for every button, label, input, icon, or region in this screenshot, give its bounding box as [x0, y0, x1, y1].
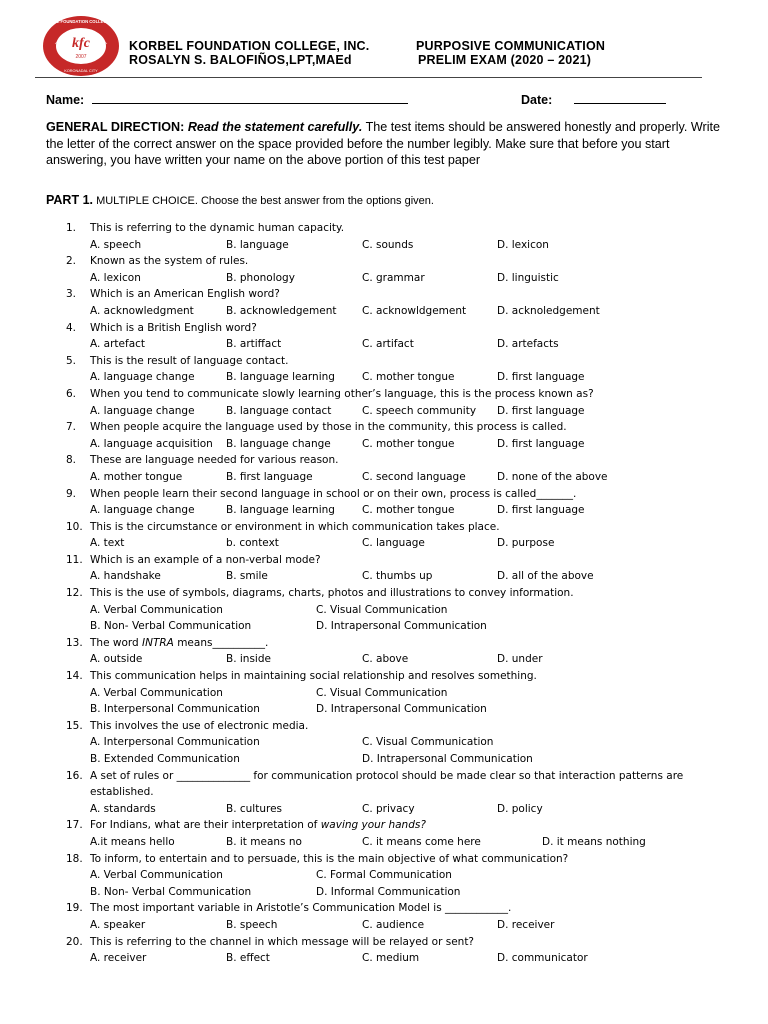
answer-option: D. linguistic [497, 271, 559, 284]
question-number: 8. [66, 454, 77, 467]
answer-option: A. Verbal Communication [90, 603, 223, 616]
question-item [0, 851, 768, 901]
question-item [0, 220, 768, 253]
answer-option: D. Intrapersonal Communication [316, 620, 487, 633]
question-item [0, 635, 768, 668]
answer-option: C. mother tongue [362, 371, 455, 384]
answer-option: A. language change [90, 371, 195, 384]
question-item [0, 320, 768, 353]
answer-option: C. acknowldgement [362, 304, 467, 317]
answer-option: A. handshake [90, 570, 161, 583]
question-stem [0, 817, 768, 834]
question-stem [0, 585, 768, 602]
answer-option: A. Interpersonal Communication [90, 736, 260, 749]
question-item [0, 286, 768, 319]
question-text: Which is an American English word? [90, 288, 280, 301]
question-number: 13. [66, 636, 83, 649]
question-text: This is the result of language contact. [90, 354, 289, 367]
options-row [0, 751, 768, 768]
answer-option: D. first language [497, 404, 585, 417]
question-item [0, 668, 768, 718]
question-number: 9. [66, 487, 77, 500]
answer-option: D. first language [497, 504, 585, 517]
question-item [0, 718, 768, 768]
answer-option: B. Non- Verbal Communication [90, 620, 252, 633]
question-text: This is referring to the channel in which message will be relayed or sent? [90, 935, 475, 948]
question-stem [0, 934, 768, 951]
options-row [0, 618, 768, 635]
answer-option: D. purpose [497, 537, 555, 550]
question-number: 10. [66, 520, 83, 533]
answer-option: D. first language [497, 437, 585, 450]
question-number: 3. [66, 288, 77, 301]
answer-option: B. language learning [226, 504, 335, 517]
question-number: 19. [66, 902, 83, 915]
question-text: This is referring to the dynamic human capacity. [90, 222, 345, 234]
question-text: When people acquire the language used by those in the community, this process is called. [90, 421, 567, 434]
question-stem [0, 718, 768, 735]
answer-option: A. receiver [90, 952, 147, 965]
question-stem [0, 386, 768, 403]
answer-option: A. mother tongue [90, 470, 183, 483]
question-text: This communication helps in maintaining social relationship and resolves something. [90, 670, 537, 683]
logo-initials: kfc [72, 36, 90, 51]
options-row [0, 801, 768, 818]
options-row [0, 403, 768, 420]
answer-option: D. policy [497, 802, 543, 815]
answer-option: B. language contact [226, 404, 332, 417]
logo-year: 2007 [75, 54, 87, 60]
options-row [0, 469, 768, 486]
question-number: 20. [66, 935, 83, 948]
question-text: This is the circumstance or environment in which communication takes place. [90, 520, 500, 533]
subject-title: PURPOSIVE COMMUNICATION [416, 39, 606, 53]
answer-option: D. under [497, 653, 543, 666]
answer-option: C. language [362, 537, 425, 550]
question-number: 15. [66, 719, 83, 732]
question-number: 1. [66, 222, 77, 234]
question-item [0, 934, 768, 967]
answer-option: A. acknowledgment [90, 304, 194, 317]
options-row [0, 685, 768, 702]
question-emphasis: waving your hands? [320, 819, 426, 832]
answer-option: B. phonology [226, 271, 295, 284]
answer-option: A. language change [90, 504, 195, 517]
answer-option: A.it means hello [90, 835, 175, 848]
answer-option: C. mother tongue [362, 437, 455, 450]
part-heading [46, 193, 434, 207]
question-list [0, 220, 768, 967]
question-text: When you tend to communicate slowly learning other’s language, this is the process known as? [90, 387, 594, 400]
question-text: Which is a British English word? [90, 321, 257, 334]
question-text: Which is an example of a non-verbal mode? [90, 553, 321, 566]
options-row [0, 950, 768, 967]
question-stem [0, 668, 768, 685]
question-number: 7. [66, 421, 77, 434]
answer-option: B. language [226, 238, 289, 251]
logo-city: KORONADAL CITY [64, 69, 98, 73]
question-stem [0, 519, 768, 536]
name-field-row [46, 92, 408, 107]
question-stem [0, 452, 768, 469]
header-divider [35, 77, 702, 78]
question-item [0, 519, 768, 552]
options-row [0, 369, 768, 386]
options-row [0, 303, 768, 320]
answer-option: D. artefacts [497, 338, 559, 351]
question-item [0, 253, 768, 286]
answer-option: B. smile [226, 570, 268, 583]
question-emphasis: INTRA [142, 636, 174, 649]
question-item [0, 452, 768, 485]
answer-option: C. grammar [362, 271, 425, 284]
answer-option: B. speech [226, 918, 278, 931]
options-row [0, 436, 768, 453]
options-row [0, 867, 768, 884]
direction-emphasis: Read the statement carefully. [187, 120, 363, 134]
options-row [0, 651, 768, 668]
general-direction [46, 119, 726, 169]
options-row [0, 502, 768, 519]
name-label: Name: [46, 93, 85, 107]
answer-option: D. none of the above [497, 470, 608, 483]
options-row [0, 834, 768, 851]
question-number: 14. [66, 670, 83, 683]
exam-title: PRELIM EXAM (2020 – 2021) [418, 53, 592, 67]
question-number: 4. [66, 321, 77, 334]
answer-option: A. language change [90, 404, 195, 417]
answer-option: C. above [362, 653, 409, 666]
options-row [0, 884, 768, 901]
college-logo [41, 14, 131, 78]
question-number: 12. [66, 587, 83, 600]
date-blank[interactable] [574, 92, 666, 104]
options-row [0, 701, 768, 718]
options-row [0, 602, 768, 619]
answer-option: A. speech [90, 238, 142, 251]
question-text: The word [90, 636, 143, 649]
answer-option: D. lexicon [497, 238, 549, 251]
logo-ring-text: KORBEL FOUNDATION COLLEGE, INC. [41, 19, 121, 24]
answer-option: B. cultures [226, 802, 283, 815]
options-row [0, 568, 768, 585]
question-stem [0, 851, 768, 868]
answer-option: D. communicator [497, 952, 588, 965]
part-label: PART 1. [46, 193, 93, 207]
question-text: The most important variable in Aristotle’s Communication Model is ____________. [90, 902, 512, 915]
question-stem [0, 320, 768, 337]
question-number: 17. [66, 819, 83, 832]
question-stem [0, 486, 768, 503]
answer-option: A. speaker [90, 918, 146, 931]
question-text: For Indians, what are their interpretation of [90, 819, 321, 832]
answer-option: D. it means nothing [542, 835, 646, 848]
question-text: To inform, to entertain and to persuade, this is the main objective of what communication? [90, 852, 569, 865]
answer-option: B. language learning [226, 371, 335, 384]
options-row [0, 917, 768, 934]
answer-option: B. effect [226, 952, 270, 965]
options-row [0, 237, 768, 254]
answer-option: C. speech community [362, 404, 477, 417]
question-stem [0, 353, 768, 370]
answer-option: D. receiver [497, 918, 555, 931]
question-item [0, 768, 768, 818]
question-item [0, 353, 768, 386]
question-item [0, 552, 768, 585]
answer-option: D. Informal Communication [316, 885, 461, 898]
college-name: KORBEL FOUNDATION COLLEGE, INC. [129, 39, 370, 53]
question-item [0, 817, 768, 850]
question-stem [0, 552, 768, 569]
answer-option: B. artiffact [226, 338, 282, 351]
question-text: When people learn their second language in school or on their own, process is called_______. [90, 487, 577, 500]
answer-option: D. all of the above [497, 570, 594, 583]
direction-body: The test items should be answered honestly and properly. Write the letter of the correct answer on the space provided before the number legibly. Make sure that before you start answering, you have written your name on the above portion of this test paper [46, 120, 721, 167]
question-item [0, 386, 768, 419]
question-stem [0, 900, 768, 917]
answer-option: C. second language [362, 470, 466, 483]
document-header [0, 0, 768, 80]
answer-option: B. Non- Verbal Communication [90, 885, 252, 898]
question-number: 6. [66, 387, 77, 400]
answer-option: C. privacy [362, 802, 415, 815]
answer-option: C. audience [362, 918, 425, 931]
answer-option: C. mother tongue [362, 504, 455, 517]
answer-option: A. outside [90, 653, 143, 666]
answer-option: D. Intrapersonal Communication [362, 753, 533, 765]
answer-option: B. Extended Communication [90, 753, 240, 765]
answer-option: A. Verbal Communication [90, 686, 223, 699]
answer-option: C. artifact [362, 338, 414, 351]
question-number: 5. [66, 354, 77, 367]
question-stem [0, 768, 720, 801]
answer-option: b. context [226, 537, 279, 550]
answer-option: B. Interpersonal Communication [90, 703, 260, 716]
question-text: means__________. [173, 636, 269, 649]
answer-option: C. Visual Communication [316, 686, 448, 699]
answer-option: C. Visual Communication [362, 736, 494, 749]
answer-option: B. acknowledgement [226, 304, 337, 317]
question-number: 16. [66, 769, 83, 782]
options-row [0, 535, 768, 552]
options-row [0, 270, 768, 287]
question-text: This involves the use of electronic media. [90, 719, 309, 732]
answer-option: C. medium [362, 952, 420, 965]
answer-option: B. first language [226, 470, 313, 483]
answer-option: C. Formal Communication [316, 869, 452, 882]
question-number: 2. [66, 255, 77, 268]
answer-option: D. Intrapersonal Communication [316, 703, 487, 716]
name-blank[interactable] [92, 92, 408, 104]
question-text: This is the use of symbols, diagrams, charts, photos and illustrations to convey information. [90, 587, 574, 600]
answer-option: A. lexicon [90, 271, 141, 284]
question-item [0, 486, 768, 519]
question-item [0, 585, 768, 635]
answer-option: A. standards [90, 802, 156, 815]
answer-option: A. text [90, 537, 125, 550]
direction-heading: GENERAL DIRECTION: [46, 120, 185, 134]
question-number: 18. [66, 852, 83, 865]
options-row [0, 734, 768, 751]
answer-option: B. it means no [226, 835, 302, 848]
answer-option: D. first language [497, 371, 585, 384]
question-text: A set of rules or ______________ for communication protocol should be made clear so that interaction patterns are established. [90, 769, 684, 799]
answer-option: B. inside [226, 653, 271, 666]
question-stem [0, 419, 768, 436]
answer-option: A. artefact [90, 338, 146, 351]
question-stem [0, 635, 768, 652]
question-stem [0, 253, 768, 270]
question-item [0, 900, 768, 933]
question-number: 11. [66, 553, 83, 566]
question-stem [0, 220, 768, 237]
answer-option: D. acknoledgement [497, 304, 600, 317]
options-row [0, 336, 768, 353]
instructor-name: ROSALYN S. BALOFIÑOS,LPT,MAEd [129, 53, 352, 67]
answer-option: A. language acquisition [90, 437, 213, 450]
answer-option: C. thumbs up [362, 570, 433, 583]
answer-option: C. Visual Communication [316, 603, 448, 616]
question-stem [0, 286, 768, 303]
answer-option: A. Verbal Communication [90, 869, 223, 882]
date-label: Date: [521, 93, 553, 107]
date-field-row [521, 92, 666, 107]
part-instruction: MULTIPLE CHOICE. Choose the best answer from the options given. [96, 195, 434, 207]
answer-option: C. sounds [362, 238, 414, 251]
answer-option: C. it means come here [362, 835, 481, 848]
answer-option: B. language change [226, 437, 331, 450]
question-text: These are language needed for various reason. [90, 454, 339, 467]
question-text: Known as the system of rules. [90, 255, 249, 268]
question-item [0, 419, 768, 452]
